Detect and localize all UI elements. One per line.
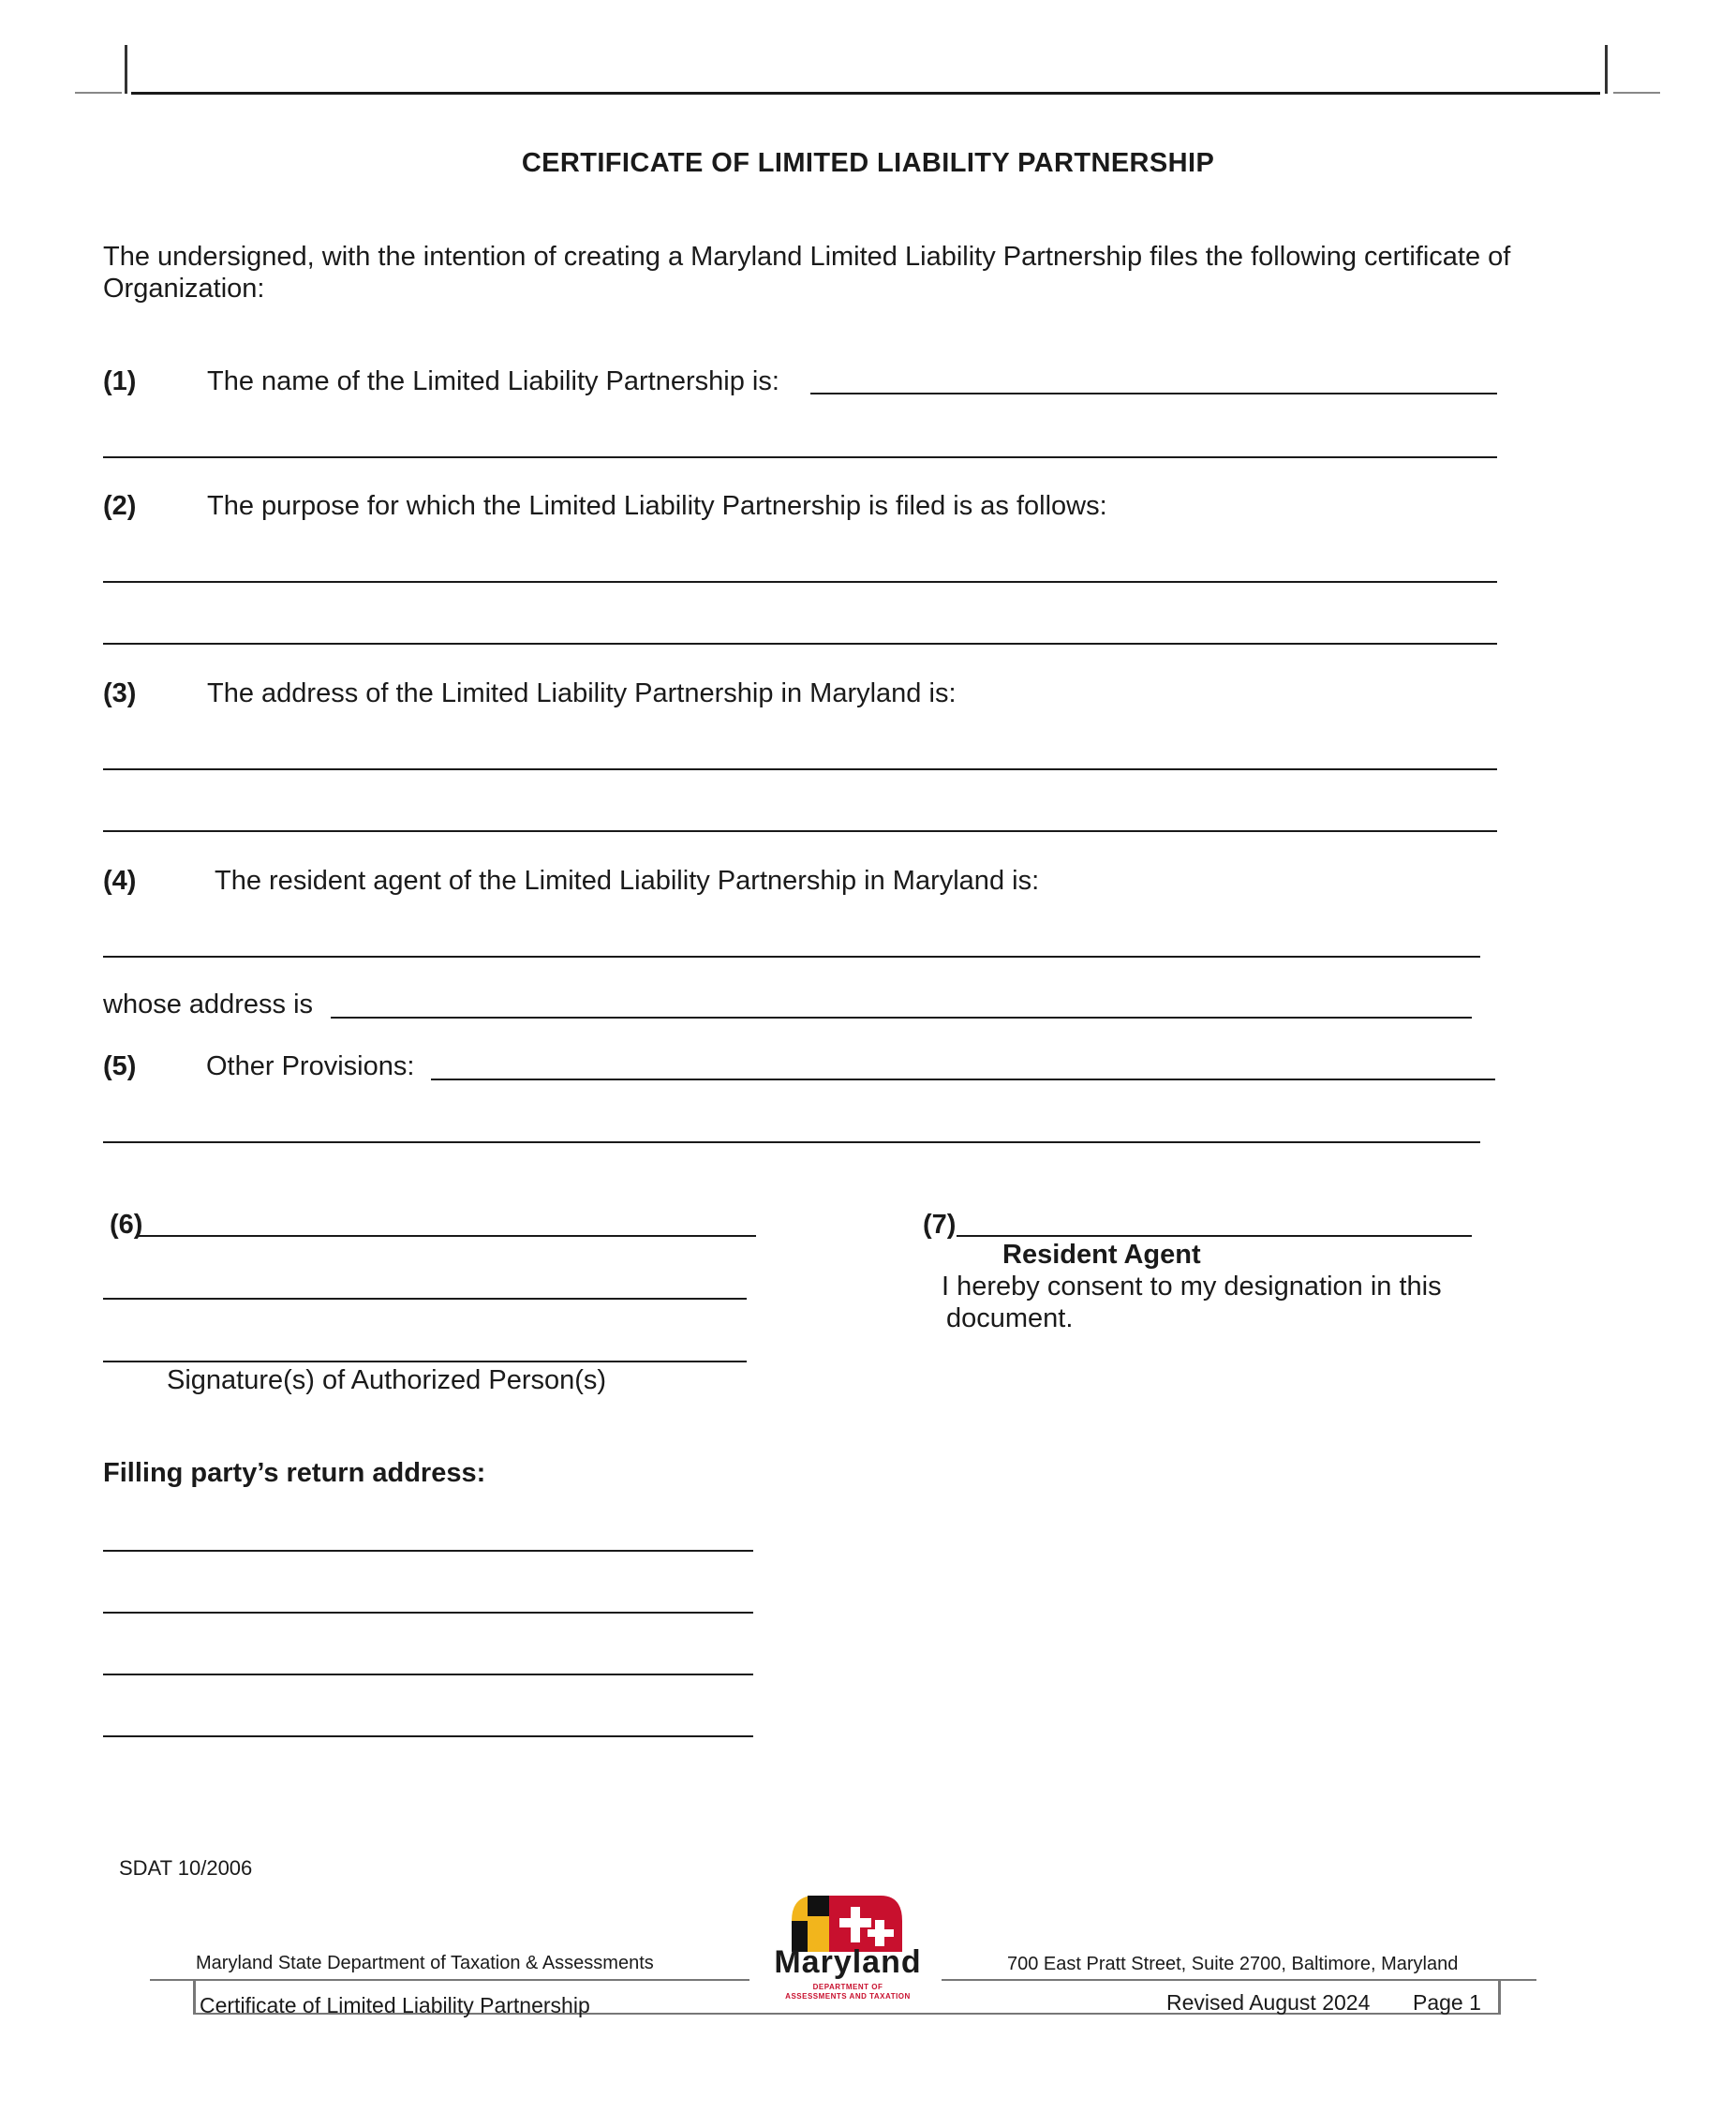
address-field-line-1[interactable] <box>103 768 1497 770</box>
name-field-line-1[interactable] <box>810 393 1497 394</box>
item-5-label: Other Provisions: <box>206 1051 415 1081</box>
other-provisions-field-line-2[interactable] <box>103 1141 1480 1143</box>
item-3-label: The address of the Limited Liability Partnership in Maryland is: <box>207 678 957 708</box>
resident-agent-signature-line[interactable] <box>957 1235 1472 1237</box>
item-1-label: The name of the Limited Liability Partnership is: <box>207 366 779 396</box>
other-provisions-field-line-1[interactable] <box>431 1079 1495 1080</box>
signature-caption: Signature(s) of Authorized Person(s) <box>167 1365 607 1395</box>
item-5-number: (5) <box>103 1051 137 1081</box>
header-rule <box>131 92 1600 95</box>
item-3-number: (3) <box>103 678 137 708</box>
resident-agent-field-line[interactable] <box>103 956 1480 958</box>
page-number: Page 1 <box>1413 1990 1481 2015</box>
purpose-field-line-2[interactable] <box>103 643 1497 645</box>
item-4-label: The resident agent of the Limited Liability Partnership in Maryland is: <box>215 866 1040 896</box>
signature-line-2[interactable] <box>103 1298 747 1300</box>
resident-agent-label: Resident Agent <box>1002 1240 1201 1270</box>
crop-mark-left-horizontal <box>75 92 122 94</box>
intro-line-1: The undersigned, with the intention of creating a Maryland Limited Liability Partnership files the following certificate of <box>103 242 1511 272</box>
purpose-field-line-1[interactable] <box>103 581 1497 583</box>
return-address-label: Filling party’s return address: <box>103 1458 486 1488</box>
form-code: SDAT 10/2006 <box>119 1856 253 1880</box>
item-4-number: (4) <box>103 866 137 896</box>
crop-mark-right-horizontal <box>1613 92 1660 94</box>
document-name: Certificate of Limited Liability Partnership <box>200 1993 590 2017</box>
item-2-number: (2) <box>103 491 137 521</box>
return-address-line-2[interactable] <box>103 1612 753 1614</box>
consent-line-2: document. <box>946 1303 1074 1333</box>
intro-line-2: Organization: <box>103 274 265 304</box>
item-1-number: (1) <box>103 366 137 396</box>
crop-mark-left-vertical <box>125 45 127 94</box>
logo-subtitle-1: DEPARTMENT OF <box>812 1983 883 1991</box>
item-6-number: (6) <box>110 1210 143 1240</box>
signature-line-3[interactable] <box>103 1361 747 1362</box>
return-address-line-3[interactable] <box>103 1674 753 1675</box>
address-field-line-2[interactable] <box>103 830 1497 832</box>
revision-date: Revised August 2024 <box>1166 1990 1371 2015</box>
return-address-line-1[interactable] <box>103 1550 753 1552</box>
return-address-line-4[interactable] <box>103 1735 753 1737</box>
item-7-number: (7) <box>923 1210 957 1240</box>
crop-mark-right-vertical <box>1605 45 1608 94</box>
signature-line-1[interactable] <box>137 1235 756 1237</box>
document-title: CERTIFICATE OF LIMITED LIABILITY PARTNERSHIP <box>521 148 1215 178</box>
logo-wordmark: Maryland <box>774 1944 922 1980</box>
whose-address-label: whose address is <box>103 990 314 1019</box>
agent-address-field-line[interactable] <box>331 1017 1472 1019</box>
consent-line-1: I hereby consent to my designation in this <box>942 1272 1442 1302</box>
department-name: Maryland State Department of Taxation & Assessments <box>196 1953 654 1973</box>
logo-subtitle-2: ASSESSMENTS AND TAXATION <box>785 1992 911 2001</box>
item-2-label: The purpose for which the Limited Liability Partnership is filed is as follows: <box>207 491 1107 521</box>
department-address: 700 East Pratt Street, Suite 2700, Baltimore, Maryland <box>1007 1954 1459 1974</box>
name-field-line-2[interactable] <box>103 456 1497 458</box>
